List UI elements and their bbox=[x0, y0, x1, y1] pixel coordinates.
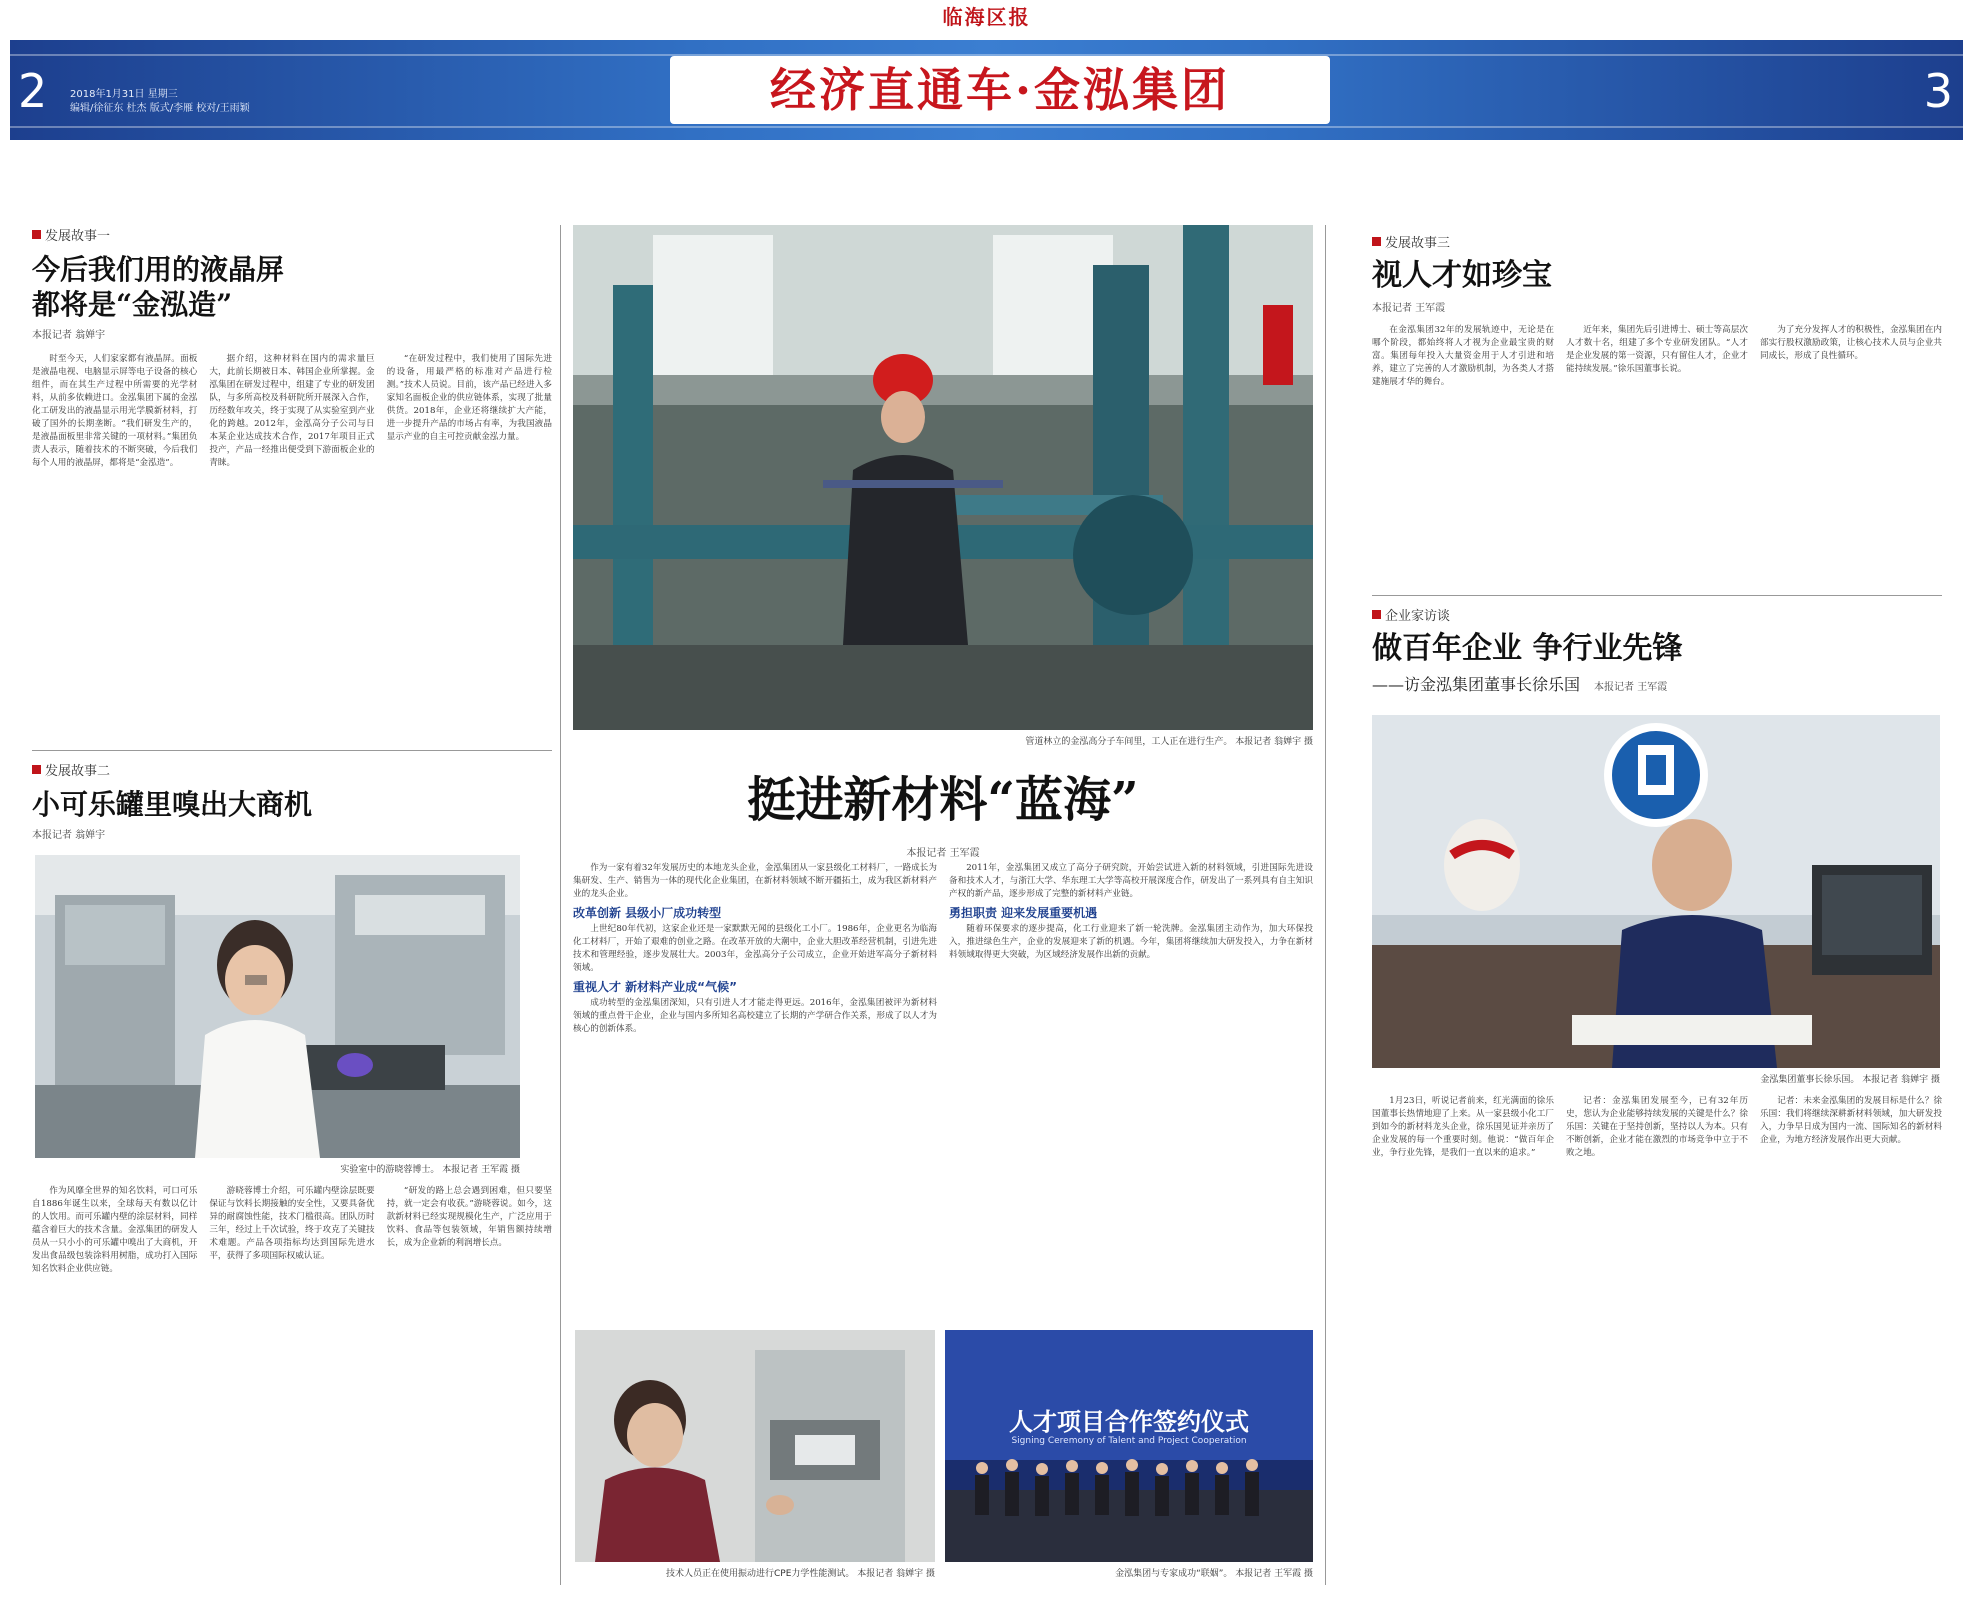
signing-photo bbox=[945, 1330, 1313, 1562]
lab-photo bbox=[35, 855, 520, 1158]
story-1-headline bbox=[32, 252, 552, 322]
byline: 本报记者 王军霞 bbox=[1372, 302, 1446, 314]
story-4-subtitle: ——访金泓集团董事长徐乐国 bbox=[1372, 674, 1581, 694]
story-4-body bbox=[1372, 1095, 1942, 1585]
banner-title: 经济直通车·金泓集团 bbox=[769, 63, 1230, 117]
story-1 bbox=[32, 225, 552, 741]
section-tag bbox=[32, 760, 552, 779]
issue-date: 2018年1月31日 星期三 bbox=[70, 89, 178, 100]
event-title: 人才项目合作签约仪式 bbox=[1009, 1408, 1249, 1436]
page-banner bbox=[10, 40, 1963, 140]
section-label: 发展故事二 bbox=[45, 764, 111, 779]
subhead: 重视人才 新材料产业成“气候” bbox=[573, 980, 737, 994]
chairman-photo-caption: 金泓集团董事长徐乐国。 本报记者 翁婵宇 摄 bbox=[1760, 1075, 1940, 1085]
body-paragraph: 作为一家有着32年发展历史的本地龙头企业，金泓集团从一家县级化工材料厂，一路成长为集研发、生产、销售为一体的现代化企业集团，在新材料领域不断开疆拓土，成为我区新材料产业的龙头企业。 bbox=[573, 863, 937, 899]
factory-photo bbox=[573, 225, 1313, 730]
lab-photo-caption: 实验室中的游晓蓉博士。 本报记者 王军霞 摄 bbox=[340, 1165, 520, 1175]
story-2-headline: 小可乐罐里嗅出大商机 bbox=[32, 788, 313, 821]
subhead: 改革创新 县级小厂成功转型 bbox=[573, 906, 722, 920]
body-paragraph: 近年来，集团先后引进博士、硕士等高层次人才数十名，组建了多个专业研发团队。“人才是企业发展的第一资源，只有留住人才，企业才能持续发展。”徐乐国董事长说。 bbox=[1566, 324, 1748, 374]
body-paragraph: 成功转型的金泓集团深知，只有引进人才才能走得更远。2016年，金泓集团被评为新材料领域的重点骨干企业，企业与国内多所知名高校建立了长期的产学研合作关系，形成了以人才为核心的创新体系。 bbox=[573, 998, 937, 1034]
story-3-body bbox=[1372, 324, 1942, 554]
signing-photo-caption: 金泓集团与专家成功“联姻”。 本报记者 王军霞 摄 bbox=[1115, 1569, 1313, 1579]
story-3-headline: 视人才如珍宝 bbox=[1372, 258, 1552, 293]
paper-name: 临海区报 bbox=[942, 5, 1031, 29]
main-body bbox=[573, 862, 1313, 1322]
main-byline: 本报记者 王军霞 bbox=[906, 848, 980, 859]
body-paragraph: 2011年，金泓集团又成立了高分子研究院，开始尝试进入新的材料领域，引进国际先进设备和技术人才，与浙江大学、华东理工大学等高校开展深度合作，研发出了一系列具有自主知识产权的新产品，逐步形成了完整的新材料产业链。 bbox=[949, 863, 1313, 899]
story-4-headline: 做百年企业 争行业先锋 bbox=[1372, 631, 1683, 666]
section-tag bbox=[32, 225, 552, 244]
section-divider bbox=[1372, 595, 1942, 596]
editor-line: 编辑/徐征东 杜杰 版式/李雁 校对/王雨颖 bbox=[70, 103, 250, 114]
body-paragraph: 上世纪80年代初，这家企业还是一家默默无闻的县级化工小厂。1986年，企业更名为临海化工材料厂，开始了艰难的创业之路。在改革开放的大潮中，企业大胆改革经营机制，引进先进技术和管理经验，逐步发展壮大。2003年，金泓高分子公司成立，企业开始进军高分子新材料领域。 bbox=[573, 924, 937, 973]
event-subtitle: Signing Ceremony of Talent and Project Cooperation bbox=[1011, 1436, 1247, 1446]
body-paragraph: 在金泓集团32年的发展轨迹中，无论是在哪个阶段，都始终将人才视为企业最宝贵的财富。集团每年投入大量资金用于人才引进和培养，建立了完善的人才激励机制，为各类人才搭建施展才华的舞台。 bbox=[1372, 324, 1554, 387]
masthead bbox=[0, 0, 1973, 34]
section-divider bbox=[32, 750, 552, 751]
banner-stripe bbox=[10, 126, 1963, 128]
factory-photo-caption: 管道林立的金泓高分子车间里，工人正在进行生产。 本报记者 翁婵宇 摄 bbox=[1025, 737, 1313, 747]
section-tag bbox=[1372, 605, 1942, 624]
headline-line: 今后我们用的液晶屏 bbox=[32, 253, 285, 286]
testing-photo-caption: 技术人员正在使用振动进行CPE力学性能测试。 本报记者 翁婵宇 摄 bbox=[666, 1569, 935, 1579]
main-headline: 挺进新材料“蓝海” bbox=[747, 772, 1139, 828]
body-paragraph: 1月23日，听说记者前来，红光满面的徐乐国董事长热情地迎了上来。从一家县级小化工厂到如今的新材料龙头企业，徐乐国见证并亲历了企业发展的每一个重要时刻。他说：“做百年企业，争行业先锋，是我们一直以来的追求。” bbox=[1372, 1096, 1554, 1158]
headline-line: 都将是“金泓造” bbox=[32, 288, 233, 321]
story-3 bbox=[1372, 232, 1942, 554]
testing-photo bbox=[575, 1330, 935, 1562]
body-paragraph: 为了充分发挥人才的积极性，金泓集团在内部实行股权激励政策，让核心技术人员与企业共同成长，形成了良性循环。 bbox=[1760, 324, 1942, 361]
byline: 本报记者 王军霞 bbox=[1594, 681, 1668, 693]
body-paragraph: “在研发过程中，我们使用了国际先进的设备，用最严格的标准对产品进行检测。”技术人员说。目前，该产品已经进入多家知名面板企业的供应链体系，实现了批量供货。2018年，企业还将继续扩大产能，进一步提升产品的市场占有率，为我国液晶显示产业的自主可控贡献金泓力量。 bbox=[386, 354, 552, 442]
banner-title-box bbox=[670, 56, 1330, 124]
section-label: 企业家访谈 bbox=[1385, 609, 1451, 624]
body-paragraph: 作为风靡全世界的知名饮料，可口可乐自1886年诞生以来，全球每天有数以亿计的人饮用。而可乐罐内壁的涂层材料，同样蕴含着巨大的技术含量。金泓集团的研发人员从一只小小的可乐罐中嗅出了大商机，开发出食品级包装涂料用树脂，成功打入国际知名饮料企业供应链。 bbox=[32, 1186, 198, 1274]
column-divider bbox=[1325, 225, 1326, 1585]
body-paragraph: “研发的路上总会遇到困难，但只要坚持，就一定会有收获。”游晓蓉说。如今，这款新材料已经实现规模化生产，广泛应用于饮料、食品等包装领域，年销售额持续增长，成为企业新的利润增长点。 bbox=[386, 1186, 552, 1248]
page-number-right: 3 bbox=[1923, 64, 1953, 118]
section-marker-icon bbox=[1372, 237, 1381, 246]
body-paragraph: 随着环保要求的逐步提高，化工行业迎来了新一轮洗牌。金泓集团主动作为，加大环保投入，推进绿色生产，企业的发展迎来了新的机遇。今年，集团将继续加大研发投入，力争在新材料领域取得更大突破，为区域经济发展作出新的贡献。 bbox=[949, 924, 1313, 960]
column-divider bbox=[560, 225, 561, 1585]
section-label: 发展故事一 bbox=[45, 229, 111, 244]
section-marker-icon bbox=[32, 230, 41, 239]
story-4 bbox=[1372, 605, 1942, 695]
subhead: 勇担职责 迎来发展重要机遇 bbox=[949, 906, 1098, 920]
story-2-body bbox=[32, 1185, 552, 1585]
body-paragraph: 据介绍，这种材料在国内的需求量巨大，此前长期被日本、韩国企业所掌握。金泓集团在研发过程中，组建了专业的研发团队，与多所高校及科研院所开展深入合作，历经数年攻关，终于实现了从实验室到产业化的跨越。2012年，金泓高分子公司与日本某企业达成技术合作，2017年项目正式投产，产品一经推出便受到下游面板企业的青睐。 bbox=[209, 354, 375, 468]
section-label: 发展故事三 bbox=[1385, 236, 1451, 251]
issue-meta bbox=[70, 88, 250, 116]
byline: 本报记者 翁婵宇 bbox=[32, 830, 106, 841]
section-tag bbox=[1372, 232, 1942, 251]
story-4-subtitle-row bbox=[1372, 672, 1942, 695]
body-paragraph: 记者：金泓集团发展至今，已有32年历史，您认为企业能够持续发展的关键是什么？徐乐国：关键在于坚持创新，坚持以人为本。只有不断创新，企业才能在激烈的市场竞争中立于不败之地。 bbox=[1566, 1096, 1748, 1158]
section-marker-icon bbox=[32, 765, 41, 774]
story-1-body bbox=[32, 353, 552, 741]
story-2 bbox=[32, 760, 552, 841]
body-paragraph: 游晓蓉博士介绍，可乐罐内壁涂层既要保证与饮料长期接触的安全性，又要具备优异的耐腐蚀性能，技术门槛很高。团队历时三年，经过上千次试验，终于攻克了关键技术难题。产品各项指标均达到国际先进水平，获得了多项国际权威认证。 bbox=[209, 1186, 375, 1261]
section-marker-icon bbox=[1372, 610, 1381, 619]
body-paragraph: 时至今天，人们家家都有液晶屏。面板是液晶电视、电脑显示屏等电子设备的核心组件，而在其生产过程中所需要的光学材料，从前多依赖进口。金泓集团下属的金泓化工研发出的液晶显示用光学膜新材料，打破了国外的长期垄断。“我们研发生产的，是液晶面板里非常关键的一项材料。”集团负责人表示，随着技术的不断突破，今后我们每个人用的液晶屏，都将是“金泓造”。 bbox=[32, 354, 198, 468]
chairman-photo bbox=[1372, 715, 1940, 1068]
byline: 本报记者 翁婵宇 bbox=[32, 330, 106, 341]
body-paragraph: 记者：未来金泓集团的发展目标是什么？徐乐国：我们将继续深耕新材料领域，加大研发投入，力争早日成为国内一流、国际知名的新材料企业，为地方经济发展作出更大贡献。 bbox=[1760, 1096, 1942, 1145]
page-number-left: 2 bbox=[18, 64, 48, 118]
